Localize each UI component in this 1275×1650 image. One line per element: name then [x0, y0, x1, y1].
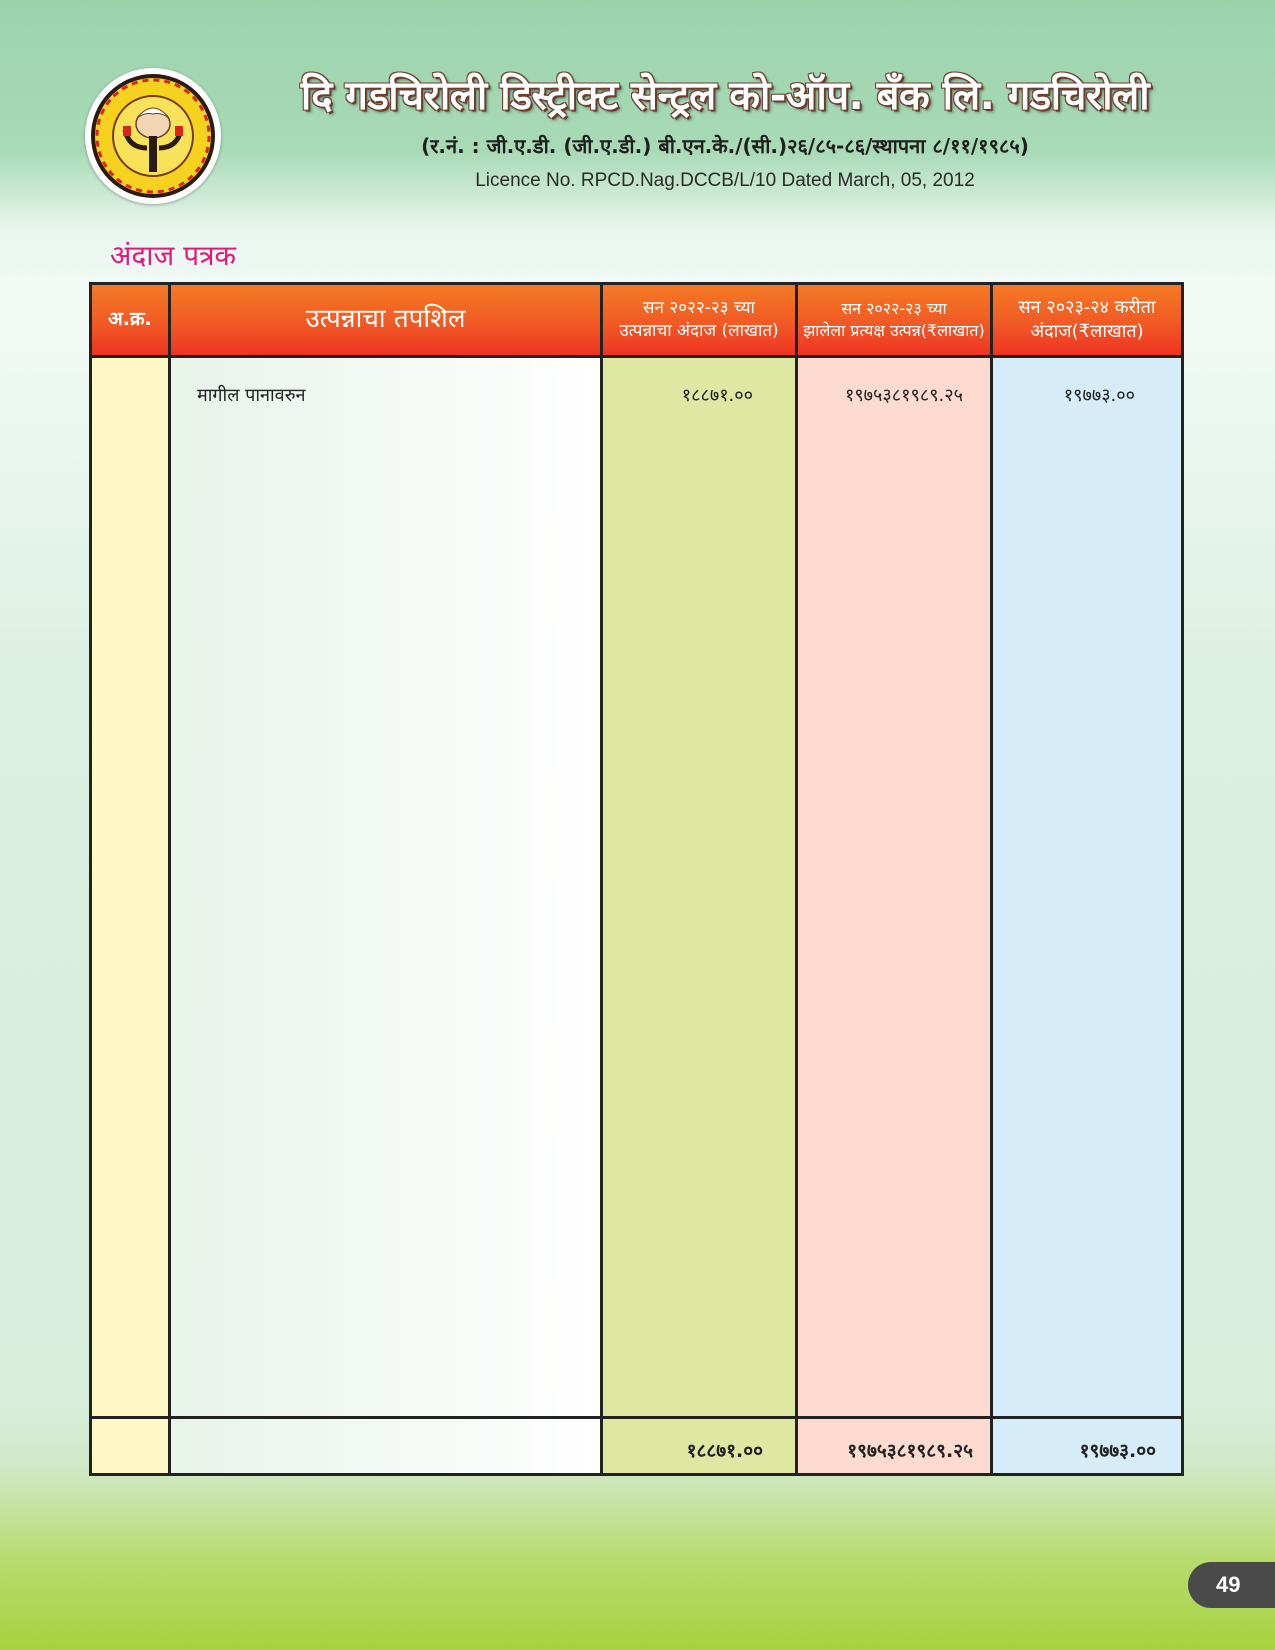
- bank-logo: [85, 68, 221, 204]
- total-estimate-2023-24: १९७७३.००: [1079, 1440, 1156, 1462]
- row-actual-2022-23: १९७५३८१९८९.२५: [844, 385, 963, 406]
- column-estimate-2023-24: [993, 285, 1181, 1473]
- section-title: अंदाज पत्रक: [110, 239, 237, 272]
- page-number: 49: [1188, 1562, 1275, 1608]
- row-description: मागील पानावरुन: [197, 385, 306, 406]
- header-estimate-2023-24-line2: अंदाज(₹लाखात): [1030, 321, 1144, 342]
- total-estimate-2022-23: १८८७१.००: [686, 1440, 763, 1462]
- header-actual-2022-23-line1: सन २०२२-२३ च्या: [841, 299, 947, 319]
- budget-table: [89, 282, 1184, 1476]
- bank-name: दि गडचिरोली डिस्ट्रीक्ट सेन्ट्रल को-ऑप. बँक लि. गडचिरोली: [300, 73, 1150, 119]
- licence-number: Licence No. RPCD.Nag.DCCB/L/10 Dated March, 05, 2012: [475, 170, 975, 191]
- header-estimate-2023-24: [993, 285, 1181, 355]
- header-sr-no: अ.क्र.: [92, 285, 171, 355]
- header-actual-2022-23-line2: झालेला प्रत्यक्ष उत्पन्न(₹लाखात): [803, 321, 985, 340]
- header-actual-2022-23: [798, 285, 993, 355]
- total-actual-2022-23: १९७५३८१९८९.२५: [847, 1440, 973, 1462]
- column-sr-no: [92, 285, 171, 1473]
- column-actual-2022-23: [798, 285, 993, 1473]
- header-description: उत्पन्नाचा तपशिल: [171, 285, 603, 355]
- column-description: [171, 285, 603, 1473]
- total-divider: [92, 1416, 1181, 1419]
- column-estimate-2022-23: [603, 285, 798, 1473]
- header-estimate-2022-23-line2: उत्पन्नाचा अंदाज (लाखात): [619, 321, 779, 341]
- bank-seal-icon: [85, 68, 221, 204]
- header-estimate-2022-23: [603, 285, 798, 355]
- header-estimate-2022-23-line1: सन २०२२-२३ च्या: [643, 298, 755, 319]
- table-header: [92, 285, 1181, 358]
- row-estimate-2022-23: १८८७१.००: [681, 385, 753, 406]
- row-estimate-2023-24: १९७७३.००: [1063, 385, 1135, 406]
- registration-number: (र.नं. : जी.ए.डी. (जी.ए.डी.) बी.एन.के./(सी.)२६/८५-८६/स्थापना ८/११/१९८५): [421, 134, 1029, 158]
- header-estimate-2023-24-line1: सन २०२३-२४ करीता: [1018, 296, 1156, 318]
